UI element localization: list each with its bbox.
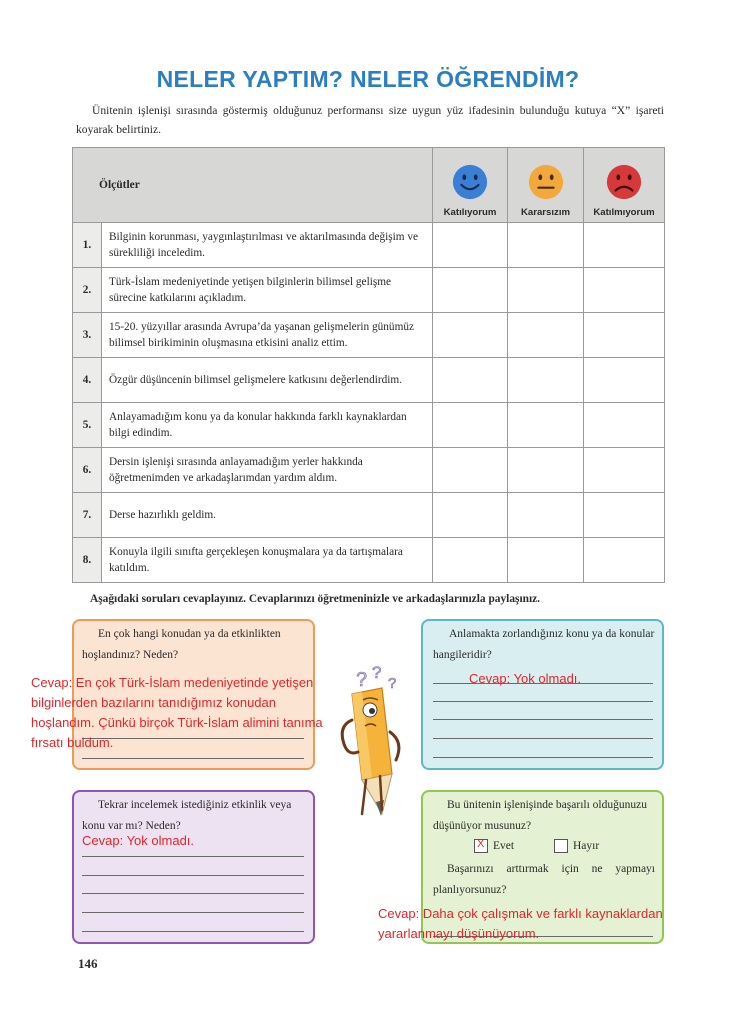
no-checkbox[interactable] — [554, 839, 568, 853]
question-plan: Başarınızı arttırmak için ne yapmayı planlıyorsunuz? — [433, 863, 655, 896]
mark-cell-disagree[interactable] — [584, 403, 665, 448]
question-success: Bu ünitenin işlenişinde başarılı olduğunuzu düşünüyor musunuz? — [433, 799, 647, 832]
answer-line — [433, 738, 653, 739]
instruction-text: Aşağıdaki soruları cevaplayınız. Cevaplarınızı öğretmeninizle ve arkadaşlarınızla paylaşınız. — [90, 593, 541, 605]
mark-cell-agree[interactable] — [433, 223, 508, 268]
question-revisit: Tekrar incelemek istediğiniz etkinlik veya konu var mı? Neden? — [82, 799, 292, 832]
table-row — [73, 358, 665, 403]
row-number: 2. — [73, 268, 102, 313]
answer-line — [82, 758, 304, 759]
row-number: 1. — [73, 223, 102, 268]
row-number: 6. — [73, 448, 102, 493]
row-number: 4. — [73, 358, 102, 403]
answer-line — [433, 701, 653, 702]
mark-cell-agree[interactable] — [433, 403, 508, 448]
svg-text:?: ? — [356, 669, 368, 691]
answer-favorite-line: bilginlerden bazılarını tanıdığımız konudan — [31, 695, 276, 710]
mark-cell-undecided[interactable] — [508, 538, 584, 583]
table-row — [73, 223, 665, 268]
row-number: 5. — [73, 403, 102, 448]
mark-cell-agree[interactable] — [433, 538, 508, 583]
self-assessment-table — [72, 147, 665, 583]
mark-cell-disagree[interactable] — [584, 313, 665, 358]
svg-text:?: ? — [372, 664, 382, 682]
yes-checkmark: X — [477, 838, 485, 850]
mark-cell-agree[interactable] — [433, 448, 508, 493]
row-number: 3. — [73, 313, 102, 358]
question-favorite: En çok hangi konudan ya da etkinlikten hoşlandınız? Neden? — [82, 628, 281, 661]
row-criterion: Anlayamadığım konu ya da konular hakkında farklı kaynaklardan bilgi edindim. — [102, 403, 433, 448]
answer-favorite-line: Cevap: En çok Türk-İslam medeniyetinde yetişen — [31, 675, 314, 690]
mark-cell-disagree[interactable] — [584, 493, 665, 538]
mark-cell-disagree[interactable] — [584, 268, 665, 313]
row-criterion: Özgür düşüncenin bilimsel gelişmelere katkısını değerlendirdim. — [102, 358, 433, 403]
question-difficult: Anlamakta zorlandığınız konu ya da konular hangileridir? — [433, 628, 655, 661]
answer-line — [82, 912, 304, 913]
table-row — [73, 493, 665, 538]
answer-line — [433, 719, 653, 720]
answer-favorite-line: hoşlandım. Çünkü birçok Türk-İslam alimini tanıma — [31, 715, 323, 730]
happy-face-icon — [451, 163, 489, 201]
yes-label: Evet — [493, 840, 515, 852]
sad-face-icon — [605, 163, 643, 201]
answer-line — [433, 757, 653, 758]
mark-cell-undecided[interactable] — [508, 223, 584, 268]
neutral-face-icon — [527, 163, 565, 201]
no-label: Hayır — [573, 840, 600, 852]
svg-text:?: ? — [388, 675, 397, 692]
answer-line — [82, 856, 304, 857]
row-criterion: Konuyla ilgili sınıfta gerçekleşen konuşmalara ya da tartışmalara katıldım. — [102, 538, 433, 583]
answer-plan-line: Cevap: Daha çok çalışmak ve farklı kaynaklardan — [378, 906, 663, 921]
answer-plan-line: yararlanmayı düşünüyorum. — [378, 926, 540, 941]
answer-line — [82, 931, 304, 932]
answer-favorite — [31, 673, 323, 753]
answer-line — [82, 893, 304, 894]
row-criterion: Derse hazırlıklı geldim. — [102, 493, 433, 538]
answer-line — [82, 875, 304, 876]
table-row — [73, 403, 665, 448]
mark-cell-disagree[interactable] — [584, 223, 665, 268]
table-header-row — [73, 148, 665, 223]
table-row — [73, 448, 665, 493]
mark-cell-disagree[interactable] — [584, 538, 665, 583]
row-number: 8. — [73, 538, 102, 583]
row-criterion: Bilginin korunması, yaygınlaştırılması ve aktarılmasında değişim ve sürekliliği inceledim. — [102, 223, 433, 268]
mark-cell-disagree[interactable] — [584, 448, 665, 493]
row-criterion: Dersin işlenişi sırasında anlayamadığım yerler hakkında öğretmenimden ve arkadaşlarımdan yardım aldım. — [102, 448, 433, 493]
mark-cell-undecided[interactable] — [508, 268, 584, 313]
mark-cell-agree[interactable] — [433, 493, 508, 538]
answer-difficult: Cevap: Yok olmadı. — [469, 671, 582, 686]
column-disagree — [584, 148, 665, 223]
pencil-mascot-illustration — [318, 664, 414, 836]
mark-cell-agree[interactable] — [433, 358, 508, 403]
answer-favorite-line: fırsatı buldum. — [31, 735, 114, 750]
table-row — [73, 538, 665, 583]
column-label-disagree: Katılmıyorum — [593, 207, 655, 218]
page-number: 146 — [78, 956, 98, 971]
mark-cell-undecided[interactable] — [508, 493, 584, 538]
mark-cell-agree[interactable] — [433, 313, 508, 358]
mark-cell-undecided[interactable] — [508, 403, 584, 448]
table-row — [73, 313, 665, 358]
mark-cell-agree[interactable] — [433, 268, 508, 313]
column-agree — [433, 148, 508, 223]
criteria-header: Ölçütler — [99, 179, 140, 191]
table-row — [73, 268, 665, 313]
answer-revisit: Cevap: Yok olmadı. — [82, 833, 195, 848]
mark-cell-undecided[interactable] — [508, 358, 584, 403]
answer-plan — [378, 904, 663, 944]
intro-paragraph: Ünitenin işlenişi sırasında göstermiş olduğunuz performansı size uygun yüz ifadesinin bulunduğu kutuya “X” işareti koyarak belirtiniz. — [76, 104, 664, 136]
column-undecided — [508, 148, 584, 223]
row-criterion: 15-20. yüzyıllar arasında Avrupa’da yaşanan gelişmelerin günümüz bilimsel birikiminin oluşmasına etkisini analiz ettim. — [102, 313, 433, 358]
page-title: NELER YAPTIM? NELER ÖĞRENDİM? — [156, 66, 580, 92]
mark-cell-disagree[interactable] — [584, 358, 665, 403]
column-label-undecided: Kararsızım — [520, 207, 571, 218]
row-number: 7. — [73, 493, 102, 538]
row-criterion: Türk-İslam medeniyetinde yetişen bilginlerin bilimsel gelişme sürecine katkılarını açıkladım. — [102, 268, 433, 313]
column-label-agree: Katılıyorum — [443, 207, 497, 218]
mark-cell-undecided[interactable] — [508, 448, 584, 493]
mark-cell-undecided[interactable] — [508, 313, 584, 358]
